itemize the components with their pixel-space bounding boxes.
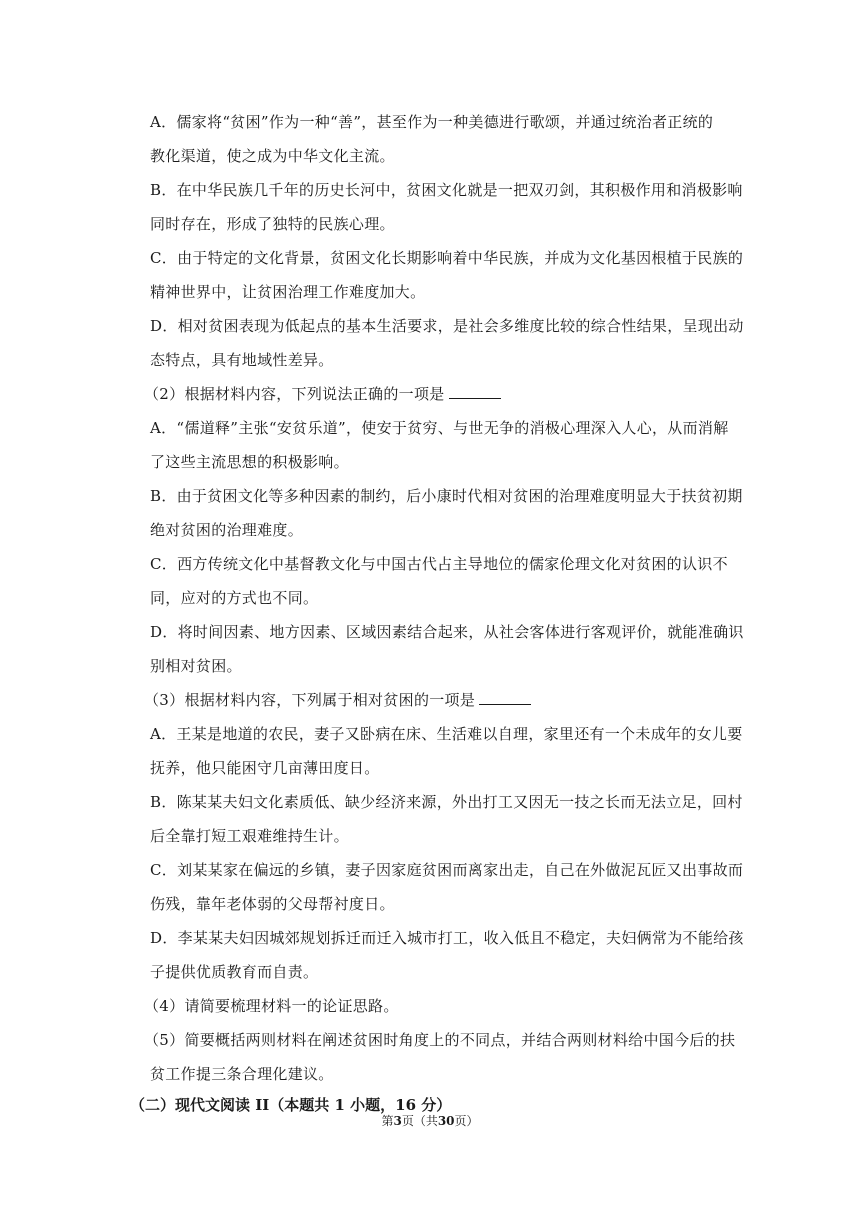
q2-option-b-line2: 绝对贫困的治理难度。 [150,521,304,539]
q1-option-b-line2: 同时存在，形成了独特的民族心理。 [150,215,395,233]
q2-stem-line [144,384,501,404]
q1-option-d-line1: D．相对贫困表现为低起点的基本生活要求，是社会多维度比较的综合性结果，呈现出动 [150,317,744,335]
q4-stem: （4）请简要梳理材料一的论证思路。 [144,997,399,1015]
q3-stem-line [144,690,531,710]
q2-option-a-line1: A．“儒道释”主张“安贫乐道”，使安于贫穷、与世无争的消极心理深入人心，从而消解 [150,419,729,437]
q3-option-d-line2: 子提供优质教育而自责。 [150,963,319,981]
q1-option-c-line2: 精神世界中，让贫困治理工作难度加大。 [150,283,426,301]
q3-option-c-line2: 伤残，靠年老体弱的父母帮衬度日。 [150,895,395,913]
q2-option-d-line1: D．将时间因素、地方因素、区域因素结合起来，从社会客体进行客观评价，就能准确识 [150,623,744,641]
q3-option-c-line1: C．刘某某家在偏远的乡镇，妻子因家庭贫困而离家出走，自己在外做泥瓦匠又出事故而 [150,861,744,879]
q1-option-a-line2: 教化渠道，使之成为中华文化主流。 [150,147,395,165]
q2-option-a-line2: 了这些主流思想的积极影响。 [150,453,349,471]
q1-option-c-line1: C．由于特定的文化背景，贫困文化长期影响着中华民族，并成为文化基因根植于民族的 [150,249,744,267]
q3-option-d-line1: D．李某某夫妇因城郊规划拆迁而迁入城市打工，收入低且不稳定，夫妇俩常为不能给孩 [150,929,744,947]
footer-suffix: 页） [454,1114,479,1128]
q5-stem-line2: 贫工作提三条合理化建议。 [150,1065,334,1083]
q3-option-a-line1: A．王某是地道的农民，妻子又卧病在床、生活难以自理，家里还有一个未成年的女儿要 [150,725,743,743]
q2-option-b-line1: B．由于贫困文化等多种因素的制约，后小康时代相对贫困的治理难度明显大于扶贫初期 [150,487,743,505]
q2-option-c-line2: 同，应对的方式也不同。 [150,589,319,607]
page-footer [0,1112,860,1129]
q3-option-b-line2: 后全靠打短工艰难维持生计。 [150,827,349,845]
footer-prefix: 第 [381,1114,394,1128]
q2-option-c-line1: C．西方传统文化中基督教文化与中国古代占主导地位的儒家伦理文化对贫困的认识不 [150,555,728,573]
q1-option-d-line2: 态特点，具有地域性差异。 [150,351,334,369]
q1-option-a-line1: A．儒家将“贫困”作为一种“善”，甚至作为一种美德进行歌颂，并通过统治者正统的 [150,113,714,131]
q2-stem: （2）根据材料内容，下列说法正确的一项是 [144,385,445,403]
q2-answer-blank[interactable] [449,384,501,399]
q3-answer-blank[interactable] [479,690,531,705]
q3-option-a-line2: 抚养，他只能困守几亩薄田度日。 [150,759,380,777]
footer-total-pages: 30 [437,1114,455,1128]
q3-option-b-line1: B．陈某某夫妇文化素质低、缺少经济来源，外出打工又因无一技之长而无法立足，回村 [150,793,743,811]
footer-mid: 页（共 [401,1114,438,1128]
q5-stem-line1: （5）简要概括两则材料在阐述贫困时角度上的不同点，并结合两则材料给中国今后的扶 [144,1031,736,1049]
q3-stem: （3）根据材料内容，下列属于相对贫困的一项是 [144,691,476,709]
q1-option-b-line1: B．在中华民族几千年的历史长河中，贫困文化就是一把双刃剑，其积极作用和消极影响 [150,181,743,199]
footer-page-number: 3 [393,1114,402,1128]
q2-option-d-line2: 别相对贫困。 [150,657,242,675]
section-heading: （二）现代文阅读 II（本题共 1 小题，16 分） [130,1096,452,1114]
